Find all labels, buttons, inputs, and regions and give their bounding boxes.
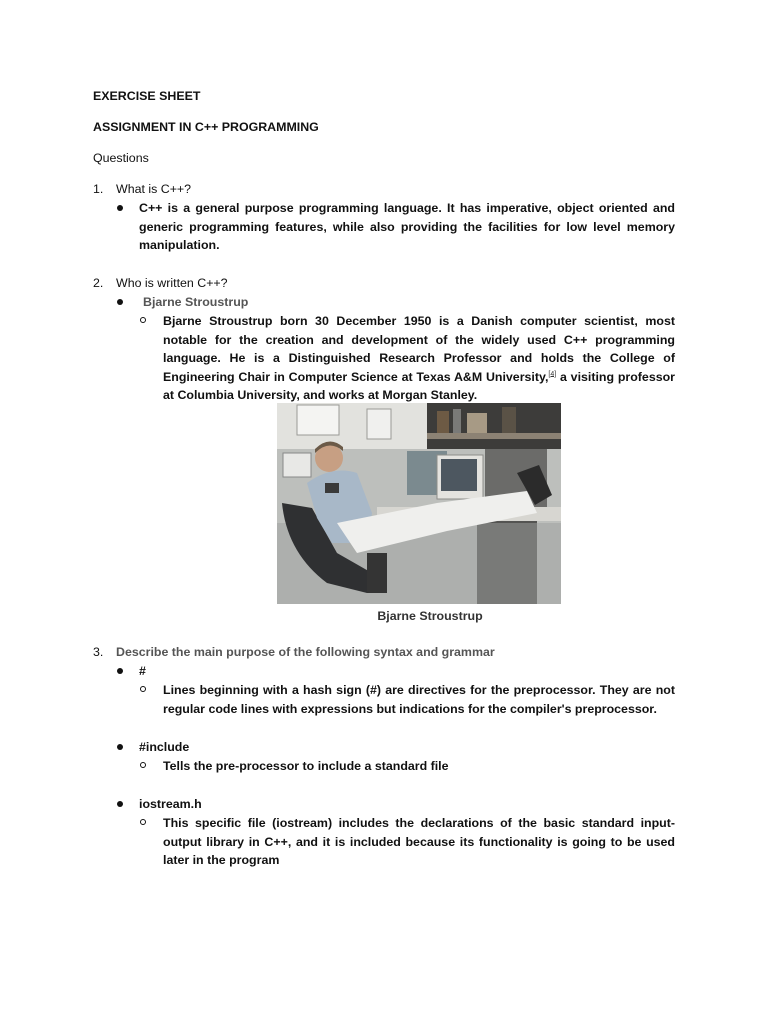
q2-biography xyxy=(163,312,675,405)
bullet-icon xyxy=(117,744,123,750)
bullet-icon xyxy=(117,668,123,674)
q3-term-include: #include xyxy=(139,740,190,754)
stroustrup-photo xyxy=(277,403,561,604)
circle-bullet-icon xyxy=(140,762,146,768)
circle-bullet-icon xyxy=(140,686,146,692)
questions-label: Questions xyxy=(93,151,149,165)
bullet-icon xyxy=(117,801,123,807)
q3-desc-iostream: This specific file (iostream) includes the declarations of the basic standard input-output library in C++, and it is included because its functionality is going to be used later in the program xyxy=(163,816,675,867)
q3-number: 3. xyxy=(93,645,104,659)
q1-question: What is C++? xyxy=(116,182,192,196)
q2-number: 2. xyxy=(93,276,104,290)
q3-term-hash: # xyxy=(139,664,146,678)
bullet-icon xyxy=(117,205,123,211)
q1-number: 1. xyxy=(93,182,104,196)
biography-text: Bjarne Stroustrup born 30 December 1950 is a Danish computer scientist, most notable for the creation and development of the widely used C++ programming language. He is a Distinguished Research Professor and holds the College of Engineering Chair in Computer Science at Texas A&M University, xyxy=(163,314,675,384)
q2-question: Who is written C++? xyxy=(116,276,228,290)
q3-desc-hash: Lines beginning with a hash sign (#) are directives for the preprocessor. They are not regular code lines with expressions but indications for the compiler's preprocessor. xyxy=(163,683,675,716)
q3-term-iostream: iostream.h xyxy=(139,797,202,811)
circle-bullet-icon xyxy=(140,317,146,323)
photo-caption: Bjarne Stroustrup xyxy=(377,609,483,623)
q2-answer-name: Bjarne Stroustrup xyxy=(143,295,249,309)
biography-text-cont: a visiting professor at Columbia University, and works at Morgan Stanley. xyxy=(163,369,675,402)
bullet-icon xyxy=(117,299,123,305)
circle-bullet-icon xyxy=(140,819,146,825)
q1-answer: C++ is a general purpose programming language. It has imperative, object oriented and generic programming features, while also providing the facilities for low level memory manipulation. xyxy=(139,201,675,252)
document-title: EXERCISE SHEET xyxy=(93,89,201,103)
q3-question: Describe the main purpose of the following syntax and grammar xyxy=(116,645,495,659)
citation-link[interactable]: [4] xyxy=(548,370,557,378)
document-subtitle: ASSIGNMENT IN C++ PROGRAMMING xyxy=(93,120,319,134)
q3-desc-include: Tells the pre-processor to include a standard file xyxy=(163,759,449,773)
